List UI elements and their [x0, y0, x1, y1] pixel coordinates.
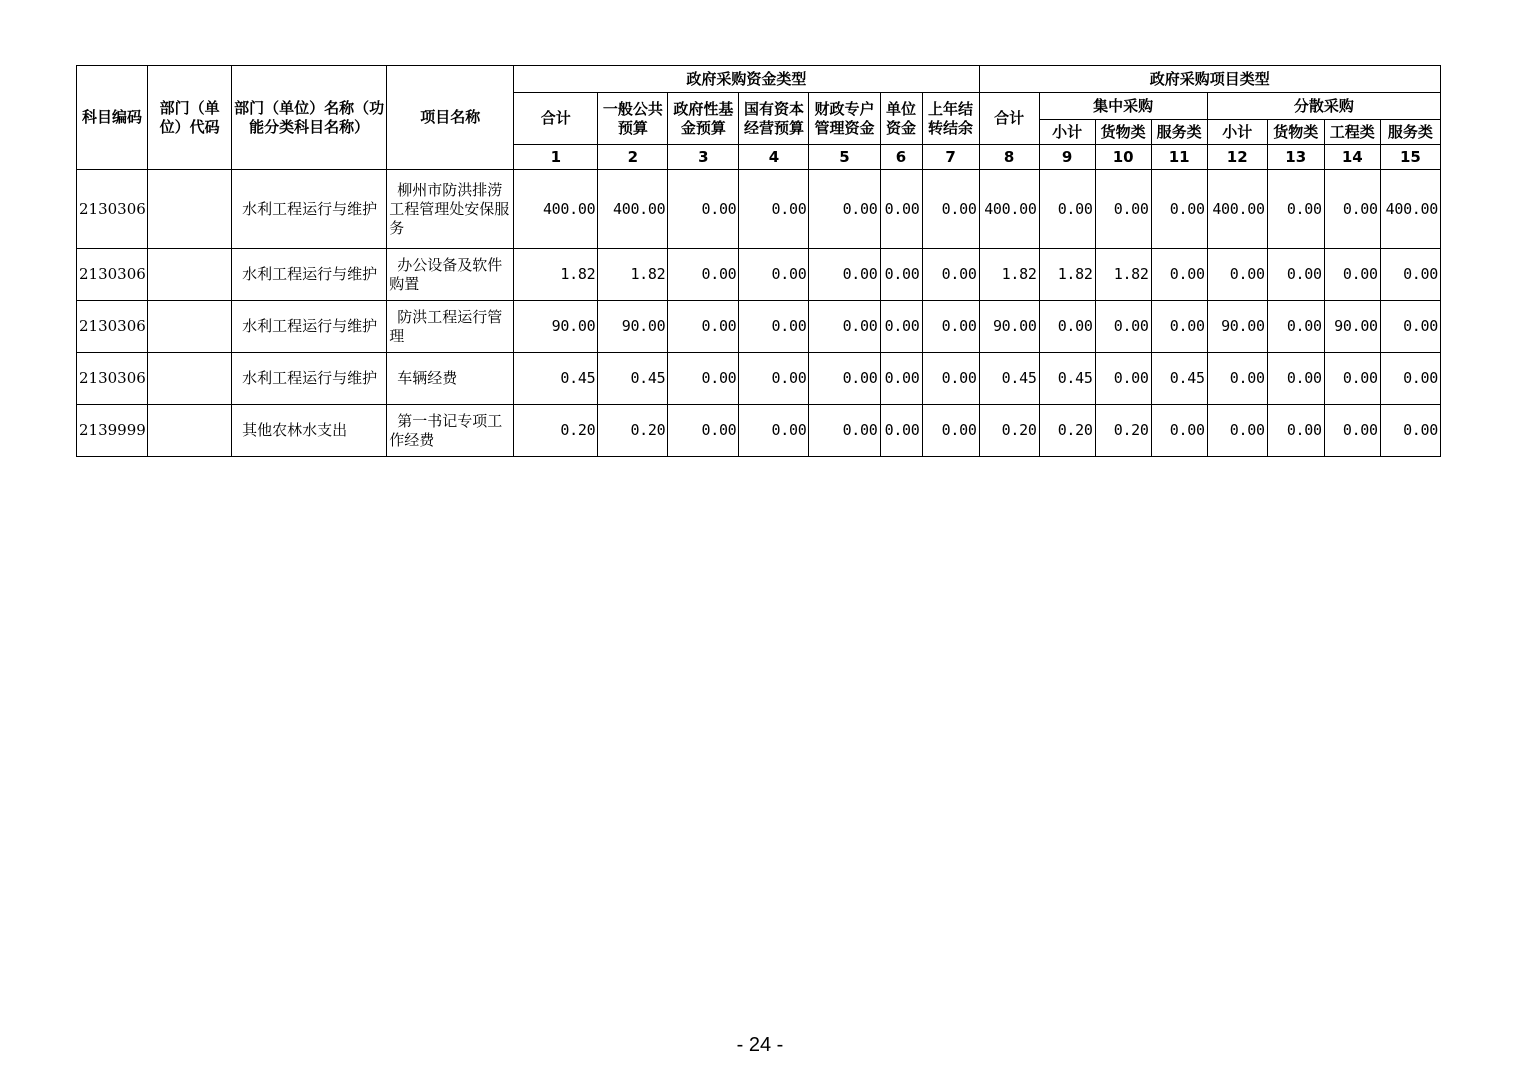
header-fund-total: 合计: [514, 93, 598, 145]
header-state-capital-budget: 国有资本经营预算: [739, 93, 809, 145]
value-cell: 0.00: [739, 301, 809, 353]
value-cell: 0.00: [880, 249, 922, 301]
value-cell: 400.00: [1207, 170, 1267, 249]
column-index: 14: [1324, 145, 1380, 170]
project-name-cell: 办公设备及软件购置: [387, 249, 514, 301]
header-project-total: 合计: [979, 93, 1039, 145]
value-cell: 0.00: [739, 353, 809, 405]
value-cell: 0.00: [1151, 249, 1207, 301]
value-cell: 90.00: [1207, 301, 1267, 353]
header-project-type-group: 政府采购项目类型: [979, 66, 1440, 93]
value-cell: 0.00: [922, 353, 979, 405]
column-index: 10: [1095, 145, 1151, 170]
value-cell: 0.00: [809, 353, 880, 405]
value-cell: 0.00: [1039, 170, 1095, 249]
header-dept-name: 部门（单位）名称（功能分类科目名称）: [232, 66, 387, 170]
dept-code-cell: [148, 249, 232, 301]
value-cell: 400.00: [979, 170, 1039, 249]
value-cell: 0.00: [880, 353, 922, 405]
header-centralized-goods: 货物类: [1095, 120, 1151, 145]
value-cell: 0.00: [1267, 170, 1324, 249]
value-cell: 0.00: [1324, 405, 1380, 457]
header-centralized: 集中采购: [1039, 93, 1207, 120]
value-cell: 1.82: [979, 249, 1039, 301]
value-cell: 0.00: [1380, 301, 1440, 353]
value-cell: 0.00: [922, 249, 979, 301]
header-unit-fund: 单位资金: [880, 93, 922, 145]
value-cell: 1.82: [514, 249, 598, 301]
column-index: 7: [922, 145, 979, 170]
header-decentralized-subtotal: 小计: [1207, 120, 1267, 145]
value-cell: 0.20: [1095, 405, 1151, 457]
value-cell: 0.00: [809, 301, 880, 353]
value-cell: 0.45: [598, 353, 668, 405]
value-cell: 0.00: [922, 301, 979, 353]
dept-code-cell: [148, 405, 232, 457]
column-index: 1: [514, 145, 598, 170]
value-cell: 0.00: [1095, 353, 1151, 405]
value-cell: 0.00: [880, 170, 922, 249]
value-cell: 0.00: [1267, 405, 1324, 457]
value-cell: 0.20: [979, 405, 1039, 457]
value-cell: 400.00: [598, 170, 668, 249]
value-cell: 0.00: [668, 405, 739, 457]
header-centralized-services: 服务类: [1151, 120, 1207, 145]
column-index: 11: [1151, 145, 1207, 170]
value-cell: 0.00: [922, 405, 979, 457]
value-cell: 90.00: [1324, 301, 1380, 353]
value-cell: 0.00: [1151, 170, 1207, 249]
value-cell: 0.00: [1324, 170, 1380, 249]
dept-name-cell: 其他农林水支出: [232, 405, 387, 457]
value-cell: 0.00: [1380, 405, 1440, 457]
header-special-account-fund: 财政专户管理资金: [809, 93, 880, 145]
subject-code-cell: 2130306: [77, 249, 148, 301]
value-cell: 0.00: [1095, 301, 1151, 353]
value-cell: 0.00: [1151, 405, 1207, 457]
dept-code-cell: [148, 170, 232, 249]
value-cell: 0.45: [979, 353, 1039, 405]
value-cell: 0.20: [514, 405, 598, 457]
value-cell: 0.00: [1207, 249, 1267, 301]
value-cell: 1.82: [1039, 249, 1095, 301]
table-row: [77, 353, 1441, 405]
table-row: [77, 170, 1441, 249]
value-cell: 0.00: [739, 170, 809, 249]
header-carryover: 上年结转结余: [922, 93, 979, 145]
project-name-cell: 防洪工程运行管理: [387, 301, 514, 353]
value-cell: 0.45: [514, 353, 598, 405]
table-row: [77, 301, 1441, 353]
column-index: 13: [1267, 145, 1324, 170]
value-cell: 0.00: [1151, 301, 1207, 353]
project-name-cell: 第一书记专项工作经费: [387, 405, 514, 457]
table-row: [77, 249, 1441, 301]
value-cell: 0.00: [739, 249, 809, 301]
dept-name-cell: 水利工程运行与维护: [232, 353, 387, 405]
value-cell: 400.00: [514, 170, 598, 249]
value-cell: 0.00: [809, 405, 880, 457]
header-row-1: [77, 66, 1441, 93]
header-decentralized-engineering: 工程类: [1324, 120, 1380, 145]
column-index: 3: [668, 145, 739, 170]
project-name-cell: 柳州市防洪排涝工程管理处安保服务: [387, 170, 514, 249]
header-decentralized: 分散采购: [1207, 93, 1440, 120]
value-cell: 1.82: [1095, 249, 1151, 301]
value-cell: 0.00: [1207, 353, 1267, 405]
value-cell: 0.00: [1324, 249, 1380, 301]
value-cell: 0.00: [1380, 249, 1440, 301]
value-cell: 0.00: [1207, 405, 1267, 457]
dept-code-cell: [148, 353, 232, 405]
procurement-budget-table: [76, 65, 1441, 457]
column-index: 6: [880, 145, 922, 170]
dept-code-cell: [148, 301, 232, 353]
value-cell: 0.20: [1039, 405, 1095, 457]
project-name-cell: 车辆经费: [387, 353, 514, 405]
value-cell: 0.00: [1324, 353, 1380, 405]
value-cell: 90.00: [979, 301, 1039, 353]
subject-code-cell: 2130306: [77, 170, 148, 249]
value-cell: 0.00: [1267, 249, 1324, 301]
value-cell: 0.00: [1095, 170, 1151, 249]
header-centralized-subtotal: 小计: [1039, 120, 1095, 145]
subject-code-cell: 2130306: [77, 301, 148, 353]
column-index: 2: [598, 145, 668, 170]
header-fund-type-group: 政府采购资金类型: [514, 66, 979, 93]
value-cell: 0.00: [1267, 301, 1324, 353]
header-decentralized-services: 服务类: [1380, 120, 1440, 145]
dept-name-cell: 水利工程运行与维护: [232, 301, 387, 353]
value-cell: 0.45: [1151, 353, 1207, 405]
value-cell: 0.00: [1039, 301, 1095, 353]
dept-name-cell: 水利工程运行与维护: [232, 249, 387, 301]
value-cell: 0.00: [809, 170, 880, 249]
value-cell: 0.00: [739, 405, 809, 457]
value-cell: 0.00: [1380, 353, 1440, 405]
subject-code-cell: 2130306: [77, 353, 148, 405]
value-cell: 1.82: [598, 249, 668, 301]
value-cell: 0.00: [880, 405, 922, 457]
column-index: 15: [1380, 145, 1440, 170]
column-index: 4: [739, 145, 809, 170]
table-row: [77, 405, 1441, 457]
header-dept-code: 部门（单位）代码: [148, 66, 232, 170]
subject-code-cell: 2139999: [77, 405, 148, 457]
value-cell: 0.00: [809, 249, 880, 301]
dept-name-cell: 水利工程运行与维护: [232, 170, 387, 249]
column-index: 8: [979, 145, 1039, 170]
value-cell: 0.00: [880, 301, 922, 353]
value-cell: 0.20: [598, 405, 668, 457]
header-project-name: 项目名称: [387, 66, 514, 170]
value-cell: 0.00: [668, 353, 739, 405]
header-subject-code: 科目编码: [77, 66, 148, 170]
column-index: 5: [809, 145, 880, 170]
column-index: 12: [1207, 145, 1267, 170]
value-cell: 0.00: [1267, 353, 1324, 405]
header-general-public-budget: 一般公共预算: [598, 93, 668, 145]
value-cell: 0.00: [668, 170, 739, 249]
value-cell: 400.00: [1380, 170, 1440, 249]
value-cell: 0.00: [668, 249, 739, 301]
value-cell: 90.00: [514, 301, 598, 353]
page-number: - 24 -: [736, 1034, 784, 1056]
header-gov-fund-budget: 政府性基金预算: [668, 93, 739, 145]
value-cell: 90.00: [598, 301, 668, 353]
value-cell: 0.00: [922, 170, 979, 249]
value-cell: 0.45: [1039, 353, 1095, 405]
value-cell: 0.00: [668, 301, 739, 353]
header-decentralized-goods: 货物类: [1267, 120, 1324, 145]
column-index: 9: [1039, 145, 1095, 170]
